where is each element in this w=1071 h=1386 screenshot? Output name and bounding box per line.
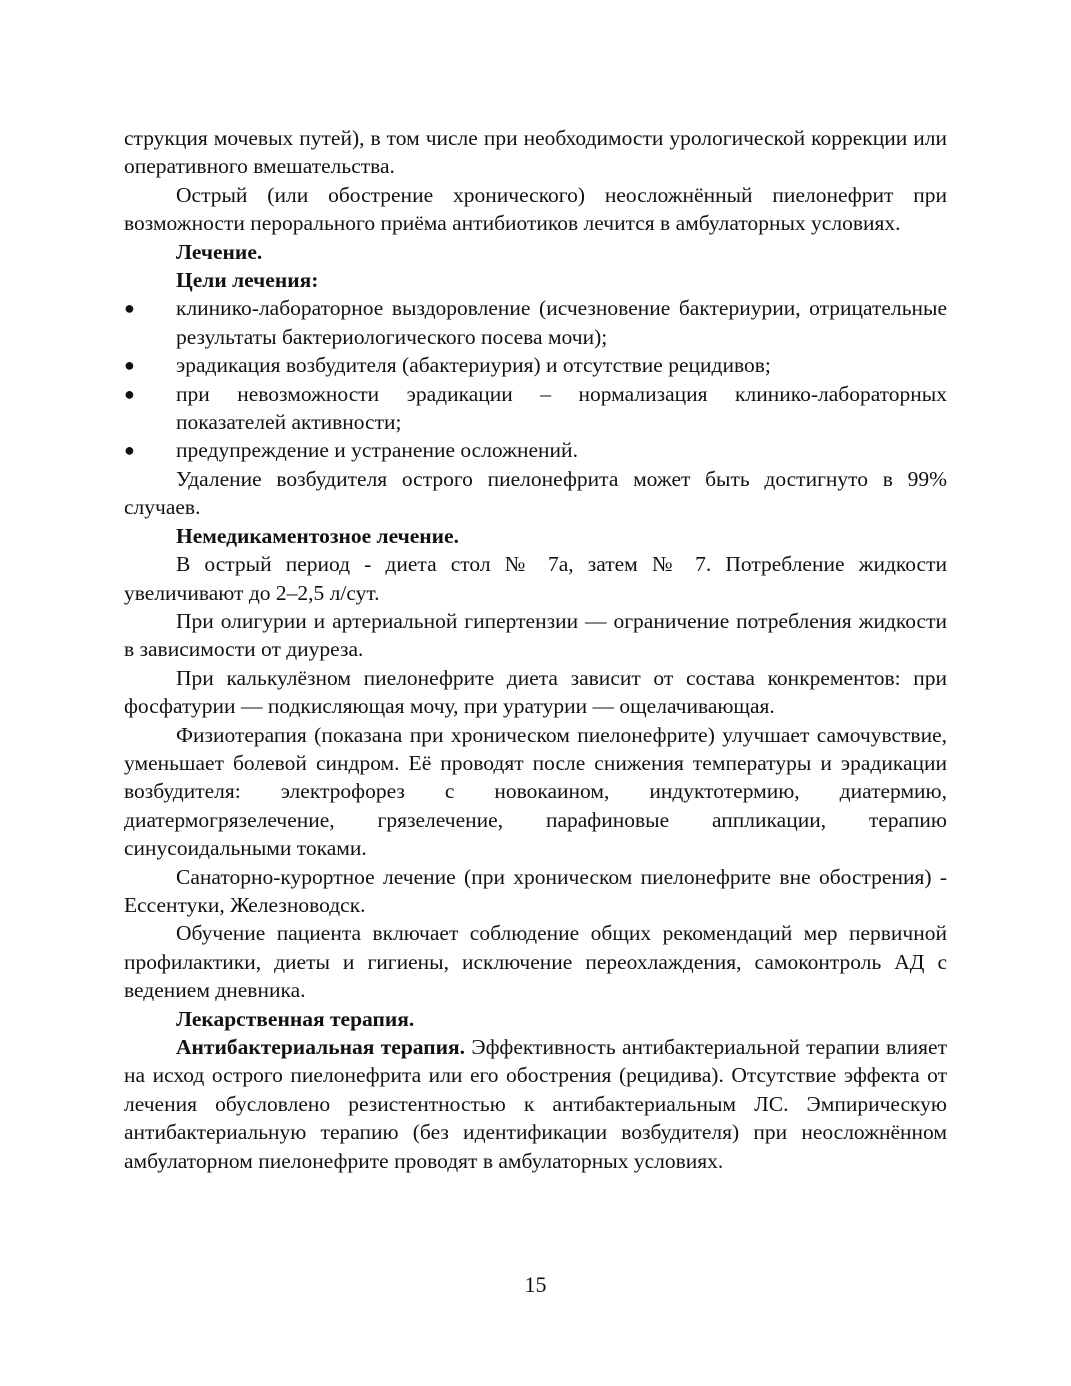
goals-list [124,294,947,464]
paragraph-continuation: струкция мочевых путей), в том числе при необходимости урологической коррекции или оперативного вмешательства. [124,126,947,179]
antibacterial-text: Эффективность антибактериальной терапии влияет на исход острого пиелонефрита или его обострения (рецидива). Отсутствие эффекта от лечения обусловлено резистентностью к антибактериальным ЛС. Эмпирическую антибактериальную терапию (без идентификации возбудителя) при неосложнённом амбулаторном пиелонефрите проводят в амбулаторных условиях. [124,1035,947,1173]
paragraph-education: Обучение пациента включает соблюдение общих рекомендаций мер первичной профилактики, диеты и гигиены, исключение переохлаждения, самоконтроль АД с ведением дневника. [124,921,947,1003]
bullet-icon: ● [124,440,135,461]
heading-treatment: Лечение. [176,239,263,264]
paragraph-oliguria: При олигурии и артериальной гипертензии — ограничение потребления жидкости в зависимости от диуреза. [124,608,947,662]
list-item [124,380,947,437]
paragraph-removal: Удаление возбудителя острого пиелонефрита может быть достигнуто в 99% случаев. [124,466,947,520]
heading-goals: Цели лечения: [176,268,319,293]
bullet-icon: ● [124,383,135,404]
document-page [124,124,947,1175]
antibacterial-lead: Антибактериальная терапия. [176,1035,466,1059]
paragraph-outpatient: Острый (или обострение хронического) неосложнённый пиелонефрит при возможности перорального приёма антибиотиков лечится в амбулаторных условиях. [124,182,947,236]
list-item-text: эрадикация возбудителя (абактериурия) и отсутствие рецидивов; [176,353,771,378]
list-item [124,294,947,351]
bullet-icon: ● [124,298,135,319]
list-item [124,436,947,464]
paragraph-physiotherapy: Физиотерапия (показана при хроническом пиелонефрите) улучшает самочувствие, уменьшает болевой синдром. Её проводят после снижения температуры и эрадикации возбудителя: электрофорез с новокаином, индуктотермию, диатермию, диатермогрязелечение, грязелечение, парафиновые аппликации, терапию синусоидальными токами. [124,722,947,861]
list-item-text: при невозможности эрадикации – нормализация клинико-лабораторных показателей активности; [176,381,947,435]
page-number: 15 [524,1272,547,1297]
heading-drug-therapy: Лекарственная терапия. [176,1006,415,1031]
bullet-icon: ● [124,355,135,376]
heading-non-drug: Немедикаментозное лечение. [176,523,459,548]
list-item-text: предупреждение и устранение осложнений. [176,438,578,463]
list-item [124,351,947,379]
paragraph-antibacterial [124,1033,947,1175]
paragraph-calculous: При калькулёзном пиелонефрите диета зависит от состава конкрементов: при фосфатурии — подкисляющая мочу, при уратурии — ощелачивающая. [124,665,947,719]
paragraph-sanatorium: Санаторно-курортное лечение (при хроническом пиелонефрите вне обострения) - Ессентуки, Железноводск. [124,864,947,917]
paragraph-diet: В острый период - диета стол № 7а, затем № 7. Потребление жидкости увеличивают до 2–2,5 л/сут. [124,552,947,605]
list-item-text: клинико-лабораторное выздоровление (исчезновение бактериурии, отрицательные результаты бактериологического посева мочи); [176,296,947,349]
